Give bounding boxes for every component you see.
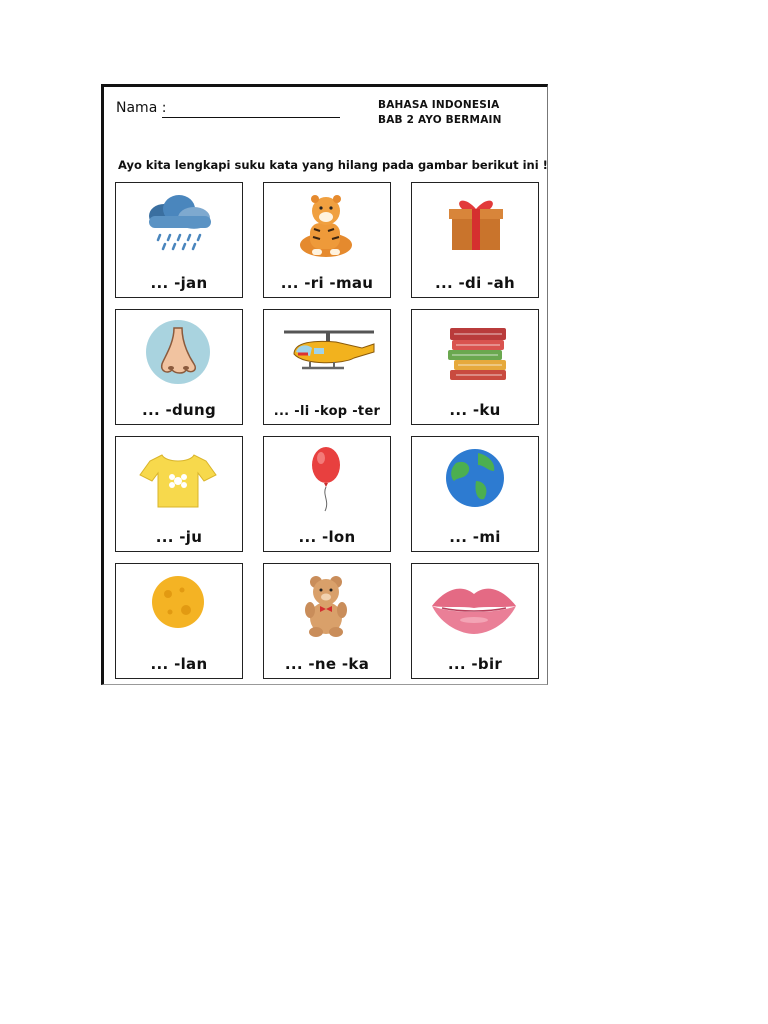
subject-title: BAHASA INDONESIA <box>378 99 500 111</box>
subject-header <box>378 98 502 128</box>
worksheet <box>101 84 548 685</box>
card-helicopter <box>263 309 391 425</box>
syllable-label: ... -lon <box>298 528 356 546</box>
tiger-icon <box>264 187 389 267</box>
syllable-label: ... -jan <box>150 274 208 292</box>
card-tiger <box>263 182 391 298</box>
card-lips <box>411 563 539 679</box>
card-shirt <box>115 436 243 552</box>
syllable-label: ... -lan <box>150 655 208 673</box>
card-earth <box>411 436 539 552</box>
syllable-label: ... -li -kop -ter <box>273 404 381 419</box>
syllable-label: ... -mi <box>449 528 501 546</box>
card-gift <box>411 182 539 298</box>
syllable-label: ... -ri -mau <box>280 274 374 292</box>
syllable-label: ... -dung <box>141 401 217 419</box>
syllable-label: ... -ne -ka <box>284 655 370 673</box>
card-balloon <box>263 436 391 552</box>
balloon-icon <box>264 441 389 521</box>
teddy-bear-icon <box>264 568 389 648</box>
syllable-label: ... -di -ah <box>435 274 515 292</box>
syllable-label: ... -ku <box>449 401 501 419</box>
syllable-label: ... -ju <box>155 528 203 546</box>
chapter-title: BAB 2 AYO BERMAIN <box>378 114 502 126</box>
card-nose <box>115 309 243 425</box>
name-label: Nama : <box>116 100 167 116</box>
syllable-label: ... -bir <box>447 655 503 673</box>
name-line <box>162 117 340 118</box>
moon-icon <box>116 568 241 648</box>
gift-box-icon <box>412 187 537 267</box>
card-moon <box>115 563 243 679</box>
instruction-text: Ayo kita lengkapi suku kata yang hilang pada gambar berikut ini ! <box>118 158 548 172</box>
earth-icon <box>412 441 537 521</box>
books-icon <box>412 314 537 394</box>
card-rain <box>115 182 243 298</box>
rain-cloud-icon <box>116 187 241 267</box>
shirt-icon <box>116 441 241 521</box>
card-teddy <box>263 563 391 679</box>
helicopter-icon <box>264 314 389 394</box>
nose-icon <box>116 314 241 394</box>
card-books <box>411 309 539 425</box>
lips-icon <box>412 568 537 648</box>
